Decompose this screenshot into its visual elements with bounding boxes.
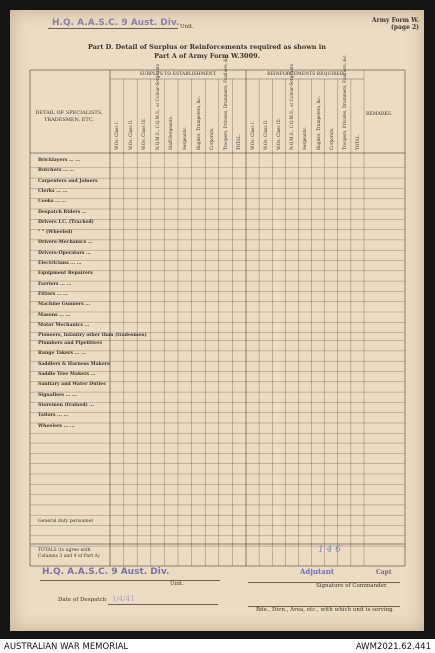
column-header: W.Os. Class II. (263, 119, 269, 150)
table-row-label: Sanitary and Water Duties (38, 382, 106, 388)
table-row-label: Bricklayers ... ... (38, 158, 81, 163)
unit-label-top: Unit. (180, 24, 194, 30)
table-row-label: Range Takers ... ... (38, 351, 86, 357)
table-row-label: " " (Wheeled) (38, 230, 73, 236)
table-row-label: Cooks ... ... (38, 199, 67, 205)
table-row-label: Butchers ... ... (38, 168, 75, 174)
unit-label-bottom: Unit. (170, 581, 184, 587)
table-row-label: Plumbers and Pipefitters (38, 341, 103, 347)
surplus-group-header: SURPLUS TO ESTABLISHMENT. (139, 72, 217, 77)
column-header: Buglers, Trumpeters, &c. (195, 95, 201, 150)
form-title-line2: Part A of Army Form W.3009. (154, 52, 260, 60)
table-row-label: Electricians ... ... (38, 261, 82, 266)
column-header: W.Os. Class I. (250, 121, 255, 150)
table-row-label: Drivers I.C. (Tracked) (38, 219, 94, 225)
column-header: Corporals. (209, 127, 215, 150)
table-row-label: Wheelers ... ... (38, 423, 75, 429)
form-number: Army Form W. (371, 17, 419, 24)
table-row-label: Carpenters and Joiners (38, 178, 98, 184)
unit-stamp-bottom: H.Q. A.A.S.C. 9 Aust. Div. (42, 567, 170, 577)
totals-handwritten: 1 4 6 (318, 545, 341, 555)
reinforcements-group-header: REINFORCEMENTS REQUIRED. (267, 72, 345, 77)
table-row-label: Tailors ... ... (38, 413, 69, 419)
table-row-label: Equipment Repairers (38, 271, 93, 277)
despatch-line (108, 604, 218, 605)
column-header: Sergeants. (302, 127, 308, 150)
table-row-label: Machine Gunners ... (38, 302, 91, 308)
totals-label: TOTALS (to agree with Columns 3 and 4 of Part A) (38, 548, 100, 559)
table-row-label: Masons ... ... (38, 312, 71, 318)
column-header: W.Os. Class III. (276, 117, 282, 150)
signature-stamp: Adjutant (300, 567, 335, 576)
table-row-label: Saddle Tree Makers ... (38, 372, 96, 377)
signature-rank: Capt (376, 569, 392, 576)
table-row-label: Pioneers, Infantry other than (tradesmen) (38, 333, 147, 339)
column-header: TOTAL. (236, 134, 242, 150)
unit-stamp-top: H.Q. A.A.S.C. 9 Aust. Div. (52, 18, 180, 28)
form-title-line1: Part D. Detail of Surplus or Reinforcements required as shown in (87, 43, 326, 51)
unit-line-bottom (40, 580, 220, 581)
table-row-label: Fitters ... ... (38, 291, 68, 297)
column-header: N.Q.M.S., C.Q.M.S., or Colour-Sergeants (289, 64, 295, 150)
despatch-date-label: Date of Despatch (58, 597, 107, 603)
column-header: Staff-Sergeants. (168, 115, 174, 150)
despatch-date-value: 1/4/41 (112, 595, 135, 603)
column-header: Troopers, Privates, Drummers, Fusiliers, &c. (222, 54, 228, 150)
column-header: Troopers, Privates, Drummers, Fusiliers, &c. (341, 54, 347, 150)
table-row-label: Despatch Riders ... (38, 209, 87, 215)
column-header: N.Q.M.S., C.Q.M.S., or Colour-Sergeants (154, 64, 160, 150)
bde-label: Bde., Divn., Area, etc., with which unit is serving. (256, 607, 395, 613)
column-header: W.Os. Class II. (127, 119, 133, 150)
signature-label: Signature of Commander. (316, 583, 388, 589)
column-header: Buglers, Trumpeters, &c. (315, 95, 321, 150)
remarks-column-header: REMARKS. (366, 112, 393, 117)
table-row-label: Storemen (trained) ... (38, 402, 95, 408)
column-header: W.Os. Class I. (114, 121, 119, 150)
table-row-label: Saddlers & Harness Makers (38, 361, 110, 367)
table-row-label: Drivers-Mechanics ... (38, 240, 93, 246)
general-duty-label: General duty personnel (38, 519, 93, 524)
table-row-label: Farriers ... ... (38, 281, 72, 287)
column-header: Sergeants. (182, 127, 187, 150)
detail-column-header: DETAIL OF SPECIALISTS, TRADESMEN, ETC. (35, 110, 103, 123)
table-row-label: Signallers ... ... (38, 392, 77, 398)
page-number: (page 2) (390, 24, 419, 31)
column-header: TOTAL. (354, 134, 360, 150)
table-row-label: Motor Mechanics ... (38, 322, 90, 328)
institution-credit: AUSTRALIAN WAR MEMORIAL (4, 642, 129, 652)
column-header: Corporals. (328, 127, 334, 150)
accession-number: AWM2021.62.441 (355, 642, 431, 652)
table-row-label: Clerks ... ... (38, 188, 68, 194)
table-row-label: Drivers-Operators ... (38, 250, 91, 256)
column-header: W.Os. Class III. (141, 117, 147, 150)
